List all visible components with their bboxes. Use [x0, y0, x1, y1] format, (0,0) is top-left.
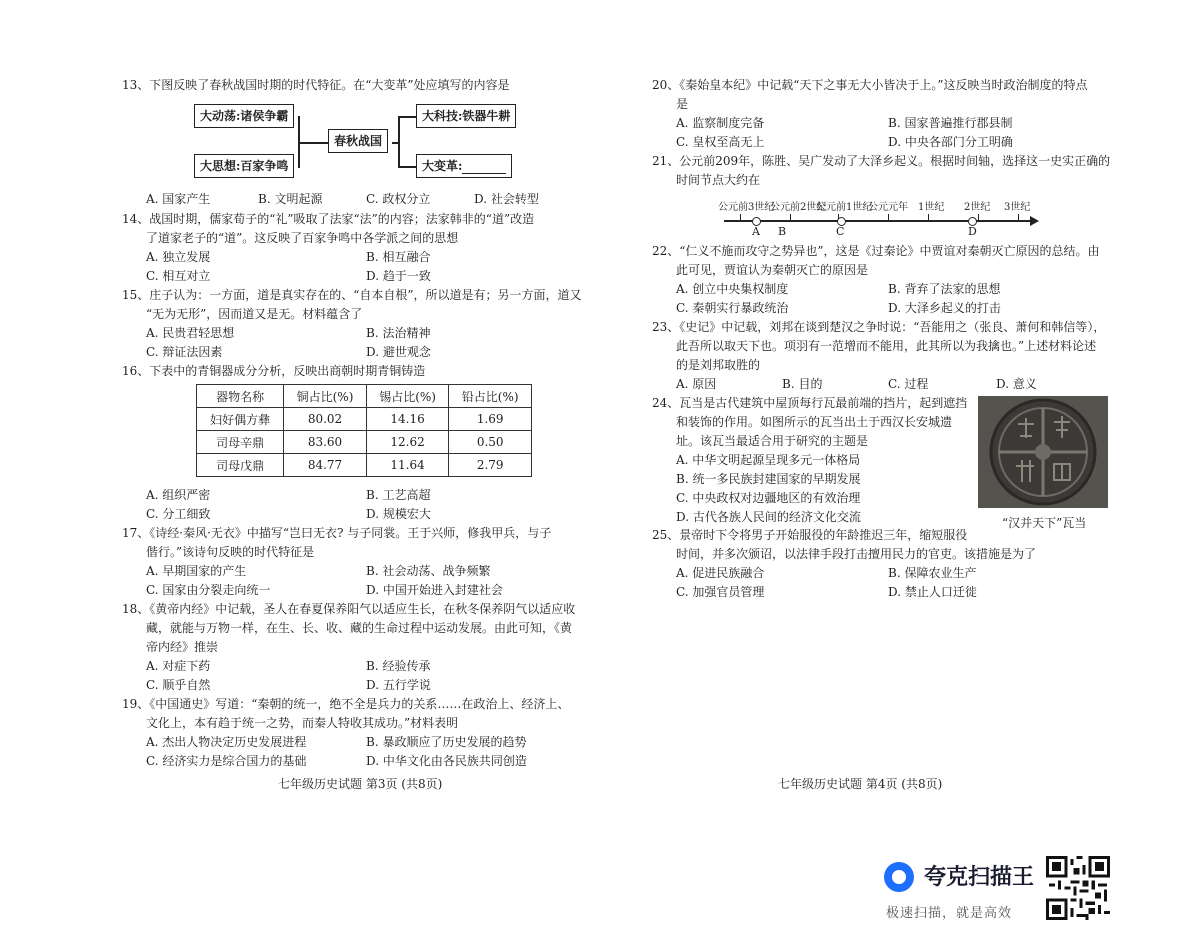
timeline-point-label: A [752, 225, 760, 238]
q18-stem-line-2: 藏，就能与万物一样，在生、长、收、藏的生命过程中运动发展。由此可知，《黄 [146, 621, 573, 635]
q17-option-d: D. 中国开始进入封建社会 [366, 583, 503, 597]
q18-stem-line-1: 18、《黄帝内经》中记载，圣人在春夏保养阳气以适应生长，在秋冬保养阴气以适应收 [122, 602, 576, 616]
q22-option-b: B. 背弃了法家的思想 [888, 282, 1001, 296]
connector-right-horizontal [392, 142, 400, 144]
q17-stem-line-2: 偕行。”该诗句反映的时代特征是 [146, 545, 315, 559]
q14-option-d: D. 趋于一致 [366, 269, 431, 283]
q18-option-d: D. 五行学说 [366, 678, 431, 692]
q22-option-a: A. 创立中央集权制度 [676, 282, 789, 296]
timeline-label: 3世纪 [1004, 202, 1031, 213]
q21-timeline [718, 194, 1048, 238]
timeline-point-label: B [778, 225, 787, 238]
q19-stem-line-1: 19、《中国通史》写道：“秦朝的统一，绝不全是兵力的关系……在政治上、经济上、 [122, 697, 570, 711]
q23-option-b: B. 目的 [782, 377, 823, 391]
answer-blank [462, 159, 506, 174]
diagram-box-turmoil: 大动荡:诸侯争霸 [194, 104, 294, 128]
q14-stem-line-1: 14、战国时期，儒家荀子的“礼”吸取了法家“法”的内容；法家韩非的“道”改造 [122, 212, 535, 226]
scanner-logo-icon [884, 862, 914, 892]
bronze-composition-table [196, 384, 532, 477]
q14-option-c: C. 相互对立 [146, 269, 211, 283]
table-row [197, 454, 532, 477]
q13-option-b: B. 文明起源 [258, 192, 323, 206]
q25-stem-line-2: 时间，并多次颁诏，以法律手段打击擅用民力的官吏。该措施是为了 [676, 547, 1037, 561]
table-row [197, 431, 532, 454]
table-cell: 83.60 [284, 431, 367, 454]
q22-stem-line-1: 22、“仁义不施而攻守之势异也”，这是《过秦论》中贾谊对秦朝灭亡原因的总结。由 [652, 244, 1100, 258]
page-footer-right: 七年级历史试题 第4页 (共8页) [778, 777, 943, 791]
q23-option-c: C. 过程 [888, 377, 929, 391]
q15-option-c: C. 辩证法因素 [146, 345, 223, 359]
q19-option-a: A. 杰出人物决定历史发展进程 [146, 735, 307, 749]
table-header-row [197, 385, 532, 408]
eave-tile-image [978, 396, 1108, 508]
table-cell: 11.64 [366, 454, 449, 477]
q19-option-b: B. 暴政顺应了历史发展的趋势 [366, 735, 527, 749]
diagram-box-thought: 大思想:百家争鸣 [194, 154, 294, 178]
q23-option-a: A. 原因 [676, 377, 717, 391]
q24-option-b: B. 统一多民族封建国家的早期发展 [676, 472, 861, 486]
q19-stem-line-2: 文化上，本有趋于统一之势，而秦人特收其成功。”材料表明 [146, 716, 459, 730]
timeline-label: 1世纪 [918, 202, 945, 213]
q17-option-c: C. 国家由分裂走向统一 [146, 583, 271, 597]
q21-stem-line-2: 时间节点大约在 [676, 173, 761, 187]
diagram-box-tech: 大科技:铁器牛耕 [416, 104, 516, 128]
q25-option-d: D. 禁止人口迁徙 [888, 585, 977, 599]
connector-to-change [398, 166, 416, 168]
q24-option-a: A. 中华文明起源呈现多元一体格局 [676, 453, 861, 467]
q20-option-b: B. 国家普遍推行郡县制 [888, 116, 1013, 130]
q15-stem-line-1: 15、庄子认为：一方面，道是真实存在的、“自本自根”，所以道是有；另一方面，道又 [122, 288, 582, 302]
timeline-point-label: C [836, 225, 845, 238]
timeline-arrow-icon [1030, 216, 1039, 226]
timeline-label: 公元前3世纪 [718, 202, 775, 213]
eave-tile-caption: “汉并天下”瓦当 [1002, 516, 1087, 530]
table-cell: 84.77 [284, 454, 367, 477]
q24-stem-line-3: 址。该瓦当最适合用于研究的主题是 [676, 434, 869, 448]
q13-option-c: C. 政权分立 [366, 192, 431, 206]
q13-diagram [194, 102, 514, 182]
q24-option-d: D. 古代各族人民间的经济文化交流 [676, 510, 861, 524]
q17-stem-line-1: 17、《诗经·秦风·无衣》中描写“岂曰无衣? 与子同裳。王于兴师，修我甲兵，与子 [122, 526, 552, 540]
timeline-label: 公元前2世纪 [770, 202, 827, 213]
left-page [122, 0, 622, 932]
timeline-label: 公元元年 [868, 202, 908, 213]
q19-option-c: C. 经济实力是综合国力的基础 [146, 754, 307, 768]
q18-option-b: B. 经验传承 [366, 659, 431, 673]
q23-stem-line-2: 此吾所以取天下也。项羽有一范增而不能用，此其所以为我擒也。”上述材料论述 [676, 339, 1097, 353]
timeline-tick [740, 214, 741, 221]
timeline-tick [978, 214, 979, 221]
q15-option-b: B. 法治精神 [366, 326, 431, 340]
q20-stem-line-1: 20、《秦始皇本纪》中记载“天下之事无大小皆决于上。”这反映当时政治制度的特点 [652, 78, 1088, 92]
right-page [652, 0, 1152, 932]
timeline-tick [928, 214, 929, 221]
timeline-tick [888, 214, 889, 221]
q14-option-a: A. 独立发展 [146, 250, 211, 264]
q15-option-a: A. 民贵君轻思想 [146, 326, 235, 340]
scanner-brand-name: 夸克扫描王 [924, 865, 1035, 890]
q24-stem-line-1: 24、瓦当是古代建筑中屋顶每行瓦最前端的挡片，起到遮挡 [652, 396, 968, 410]
table-cell: 司母戊鼎 [197, 454, 284, 477]
q25-option-b: B. 保障农业生产 [888, 566, 977, 580]
timeline-label: 公元前1世纪 [816, 202, 873, 213]
q25-stem-line-1: 25、景帝时下令将男子开始服役的年龄推迟三年，缩短服役 [652, 528, 968, 542]
timeline-axis [724, 220, 1034, 222]
eave-tile-photo [978, 396, 1108, 508]
table-header: 铅占比(%) [449, 385, 532, 408]
q15-stem-line-2: “无为无形”，因而道又是无。材料蕴含了 [146, 307, 363, 321]
q25-option-c: C. 加强官员管理 [676, 585, 765, 599]
q22-option-d: D. 大泽乡起义的打击 [888, 301, 1001, 315]
table-header: 器物名称 [197, 385, 284, 408]
q18-stem-line-3: 帝内经》推崇 [146, 640, 219, 654]
q16-option-a: A. 组织严密 [146, 488, 211, 502]
q25-option-a: A. 促进民族融合 [676, 566, 765, 580]
q24-option-c: C. 中央政权对边疆地区的有效治理 [676, 491, 861, 505]
q13-option-a: A. 国家产生 [146, 192, 211, 206]
table-cell: 0.50 [449, 431, 532, 454]
q17-option-b: B. 社会动荡、战争频繁 [366, 564, 491, 578]
table-cell: 14.16 [366, 408, 449, 431]
connector-to-tech [398, 116, 416, 118]
table-cell: 司母辛鼎 [197, 431, 284, 454]
scanner-slogan: 极速扫描，就是高效 [886, 906, 1013, 921]
q23-stem-line-1: 23、《史记》中记载，刘邦在谈到楚汉之争时说：“吾能用之（张良、萧何和韩信等）， [652, 320, 1106, 334]
q16-option-b: B. 工艺高超 [366, 488, 431, 502]
q20-option-c: C. 皇权至高无上 [676, 135, 765, 149]
timeline-tick [1018, 214, 1019, 221]
connector-left-horizontal [298, 142, 328, 144]
table-header: 锡占比(%) [366, 385, 449, 408]
table-cell: 12.62 [366, 431, 449, 454]
q17-option-a: A. 早期国家的产生 [146, 564, 247, 578]
q19-option-d: D. 中华文化由各民族共同创造 [366, 754, 527, 768]
q18-option-c: C. 顺乎自然 [146, 678, 211, 692]
q16-option-c: C. 分工细致 [146, 507, 211, 521]
q14-option-b: B. 相互融合 [366, 250, 431, 264]
q15-option-d: D. 避世观念 [366, 345, 431, 359]
q23-option-d: D. 意义 [996, 377, 1037, 391]
table-header: 铜占比(%) [284, 385, 367, 408]
q21-stem-line-1: 21、公元前209年，陈胜、吴广发动了大泽乡起义。根据时间轴，选择这一史实正确的 [652, 154, 1111, 168]
table-cell: 1.69 [449, 408, 532, 431]
timeline-label: 2世纪 [964, 202, 991, 213]
diagram-box-center: 春秋战国 [328, 129, 388, 153]
q22-stem-line-2: 此可见，贾谊认为秦朝灭亡的原因是 [676, 263, 869, 277]
q18-option-a: A. 对症下药 [146, 659, 211, 673]
q14-stem-line-2: 了道家老子的“道”。这反映了百家争鸣中各学派之间的思想 [146, 231, 459, 245]
timeline-point-label: D [968, 225, 977, 238]
q13-option-d: D. 社会转型 [474, 192, 539, 206]
table-row [197, 408, 532, 431]
table-cell: 80.02 [284, 408, 367, 431]
q20-option-d: D. 中央各部门分工明确 [888, 135, 1013, 149]
diagram-box-change: 大变革: [416, 154, 512, 178]
q16-stem: 16、下表中的青铜器成分分析，反映出商朝时期青铜铸造 [122, 364, 426, 378]
timeline-tick [790, 214, 791, 221]
q22-option-c: C. 秦朝实行暴政统治 [676, 301, 789, 315]
table-cell: 妇好偶方彝 [197, 408, 284, 431]
page-footer-left: 七年级历史试题 第3页 (共8页) [278, 777, 443, 791]
q24-stem-line-2: 和装饰的作用。如图所示的瓦当出土于西汉长安城遗 [676, 415, 953, 429]
q20-stem-line-2: 是 [676, 97, 689, 111]
qr-code-icon [1046, 856, 1110, 920]
q13-stem: 13、下图反映了春秋战国时期的时代特征。在“大变革”处应填写的内容是 [122, 78, 510, 92]
q16-option-d: D. 规模宏大 [366, 507, 431, 521]
q20-option-a: A. 监察制度完备 [676, 116, 765, 130]
q23-stem-line-3: 的是刘邦取胜的 [676, 358, 761, 372]
table-cell: 2.79 [449, 454, 532, 477]
